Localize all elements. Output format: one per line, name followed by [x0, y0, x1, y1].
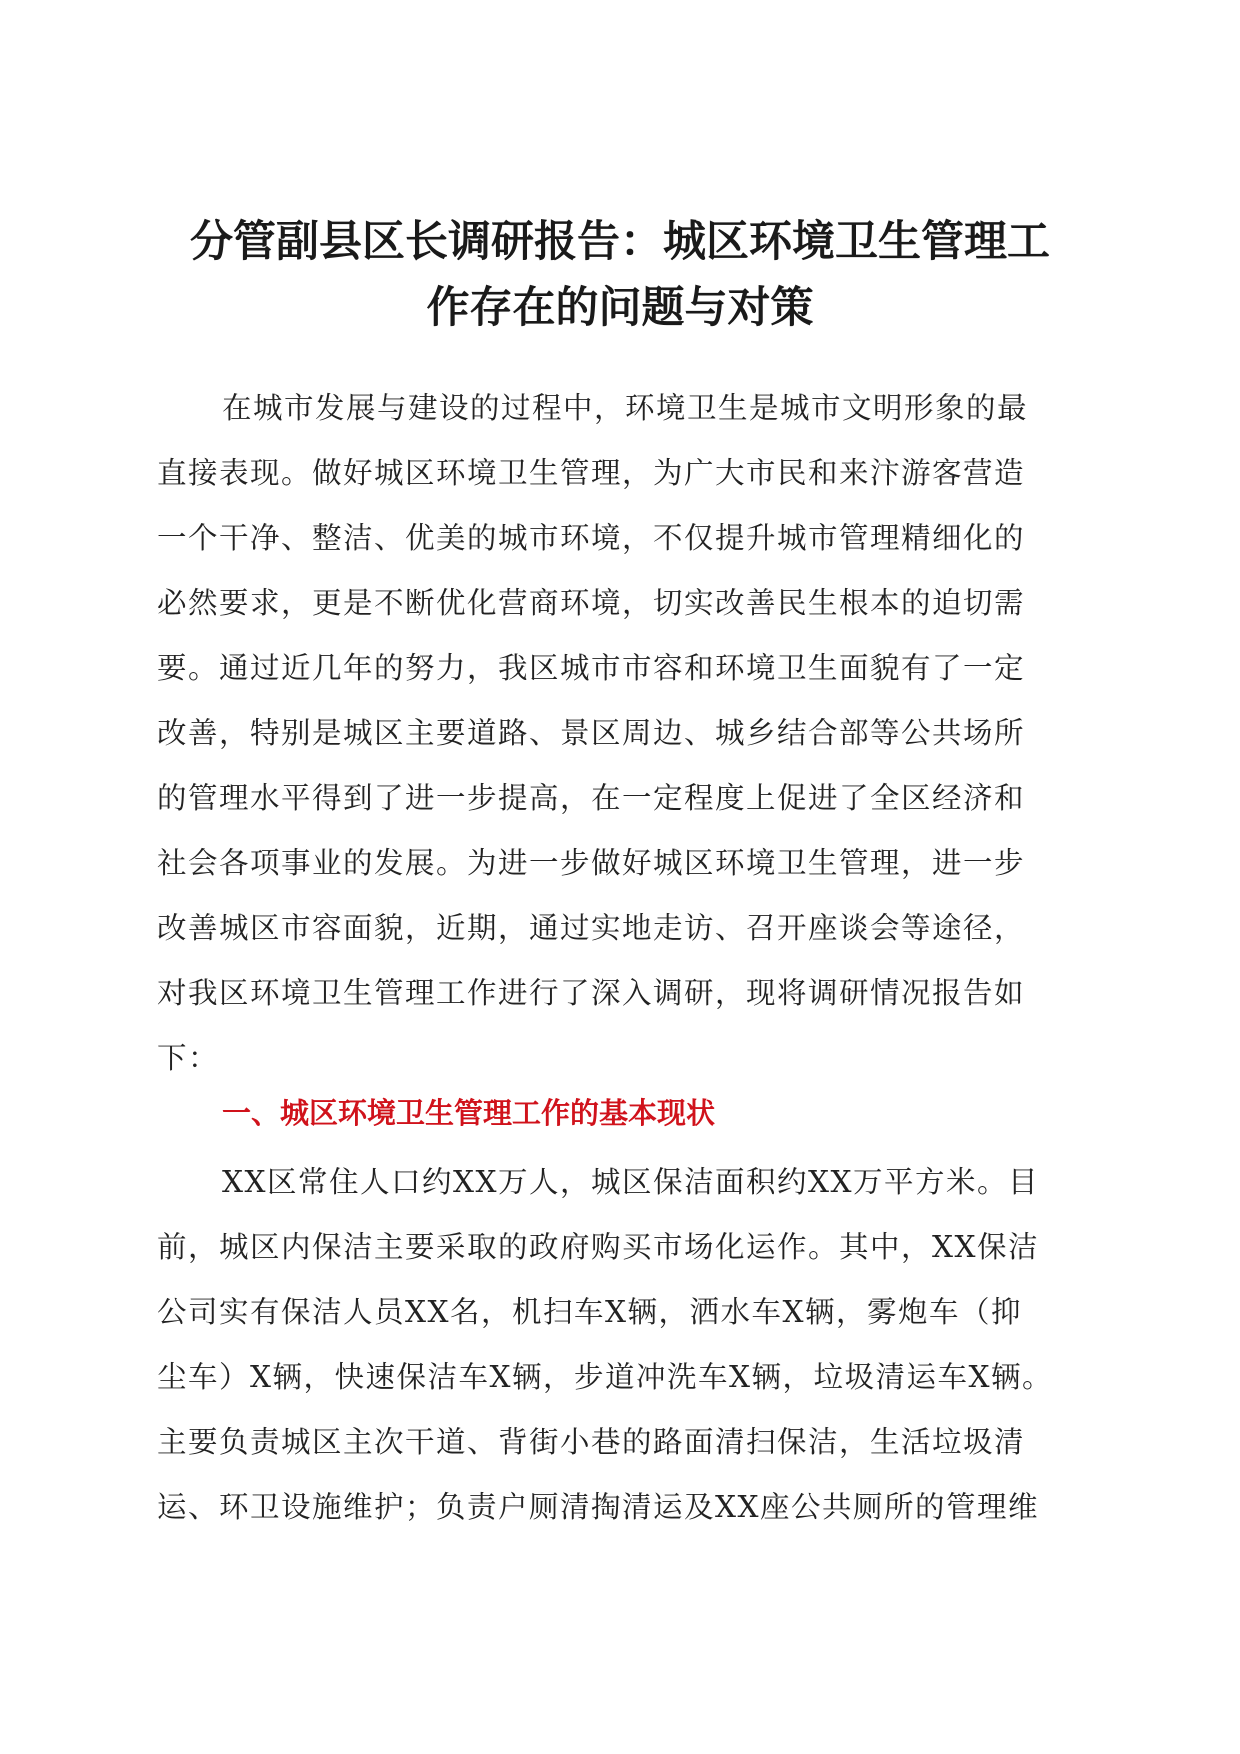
intro-line: 对我区环境卫生管理工作进行了深入调研，现将调研情况报告如	[157, 976, 1026, 1010]
intro-line: 改善城区市容面貌，近期，通过实地走访、召开座谈会等途径，	[157, 911, 1026, 945]
section1-line: 运、环卫设施维护；负责户厕清掏清运及XX座公共厕所的管理维	[157, 1490, 1040, 1524]
section1-line: 尘车）X辆，快速保洁车X辆，步道冲洗车X辆，垃圾清运车X辆。	[157, 1360, 1054, 1394]
intro-line: 在城市发展与建设的过程中，环境卫生是城市文明形象的最	[222, 391, 1029, 425]
intro-line: 改善，特别是城区主要道路、景区周边、城乡结合部等公共场所	[157, 716, 1026, 750]
section-heading-1: 一、城区环境卫生管理工作的基本现状	[222, 1096, 716, 1130]
intro-line: 要。通过近几年的努力，我区城市市容和环境卫生面貌有了一定	[157, 651, 1026, 685]
section1-line: 主要负责城区主次干道、背街小巷的路面清扫保洁，生活垃圾清	[157, 1425, 1026, 1459]
section1-line: 前，城区内保洁主要采取的政府购买市场化运作。其中，XX保洁	[157, 1230, 1040, 1264]
document-title-line-2: 作存在的问题与对策	[426, 283, 814, 333]
intro-line: 必然要求，更是不断优化营商环境，切实改善民生根本的迫切需	[157, 586, 1026, 620]
section1-line: 公司实有保洁人员XX名，机扫车X辆，洒水车X辆，雾炮车（抑	[157, 1295, 1023, 1329]
intro-line: 的管理水平得到了进一步提高，在一定程度上促进了全区经济和	[157, 781, 1026, 815]
document-title-line-1: 分管副县区长调研报告：城区环境卫生管理工	[190, 217, 1050, 267]
intro-line: 社会各项事业的发展。为进一步做好城区环境卫生管理，进一步	[157, 846, 1026, 880]
intro-line: 下：	[157, 1041, 220, 1075]
intro-line: 一个干净、整洁、优美的城市环境，不仅提升城市管理精细化的	[157, 521, 1026, 555]
intro-line: 直接表现。做好城区环境卫生管理，为广大市民和来汴游客营造	[157, 456, 1026, 490]
section1-line: XX区常住人口约XX万人，城区保洁面积约XX万平方米。目	[222, 1165, 1040, 1199]
